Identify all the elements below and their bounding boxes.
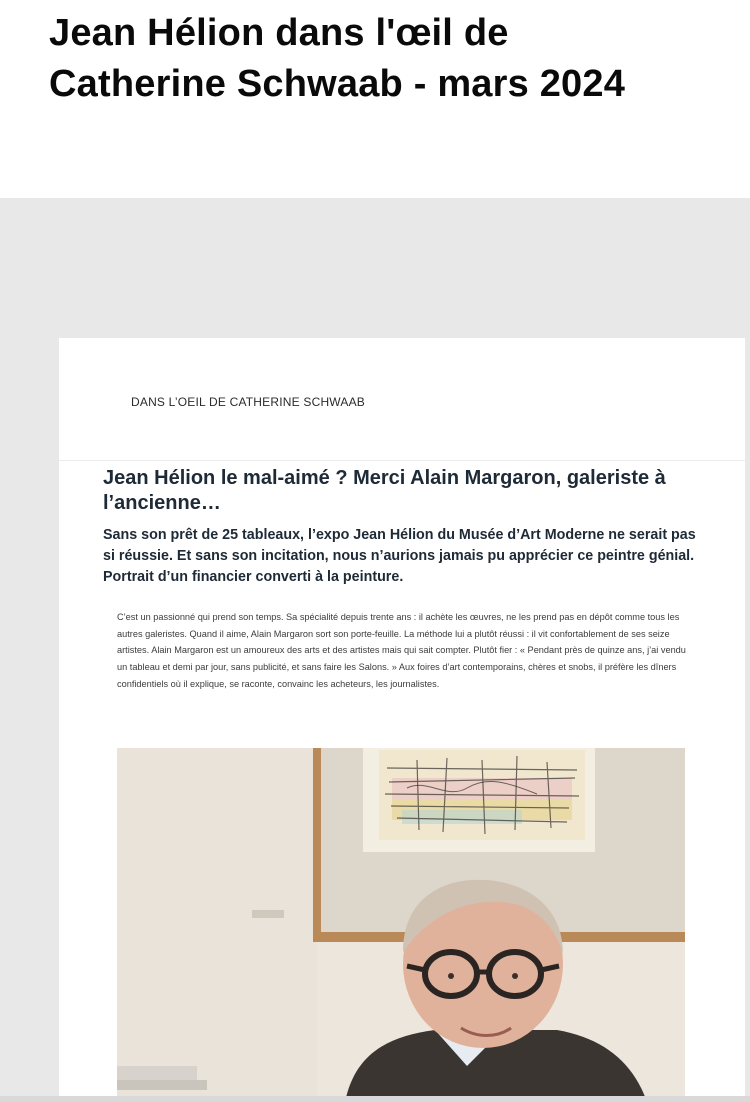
article-body: C’est un passionné qui prend son temps. Sa spécialité depuis trente ans : il achète les œuvres, ne les prend pas en dépôt comme tous les autres galeristes. Quand il aime, Alain Margaron sort son porte-feuille. La méthode lui a plutôt réussi : il vit confortablement de ses seize artistes. Alain Margaron est un amoureux des arts et des artistes mais qui sait compter. Plutôt fier : « Pendant près de quinze ans, j’ai vendu un tableau et demi par jour, sans publicité, et sans faire les Salons. » Aux foires d’art contemporains, chères et snobs, il préfère les dîners confidentiels où il explique, se raconte, convainc les acheteurs, les journalistes. (117, 612, 686, 689)
article-photo[interactable] (117, 748, 685, 1102)
page-header (0, 0, 750, 198)
article-headline[interactable]: Jean Hélion le mal-aimé ? Merci Alain Margaron, galeriste à l’ancienne… (103, 467, 666, 514)
bottom-edge (0, 1096, 750, 1102)
divider (59, 460, 745, 461)
page-title: Jean Hélion dans l'œil de Catherine Schwaab - mars 2024 (49, 12, 626, 105)
article-screenshot-card (59, 338, 745, 1102)
article-lead: Sans son prêt de 25 tableaux, l’expo Jean Hélion du Musée d’Art Moderne ne serait pas si réussie. Et sans son incitation, nous n’aurions jamais pu apprécier ce peintre génial. Portrait d’un financier converti à la peinture. (103, 527, 696, 585)
section-label[interactable]: DANS L’OEIL DE CATHERINE SCHWAAB (131, 395, 366, 409)
photo-of-man-with-glasses-icon (117, 748, 685, 1102)
